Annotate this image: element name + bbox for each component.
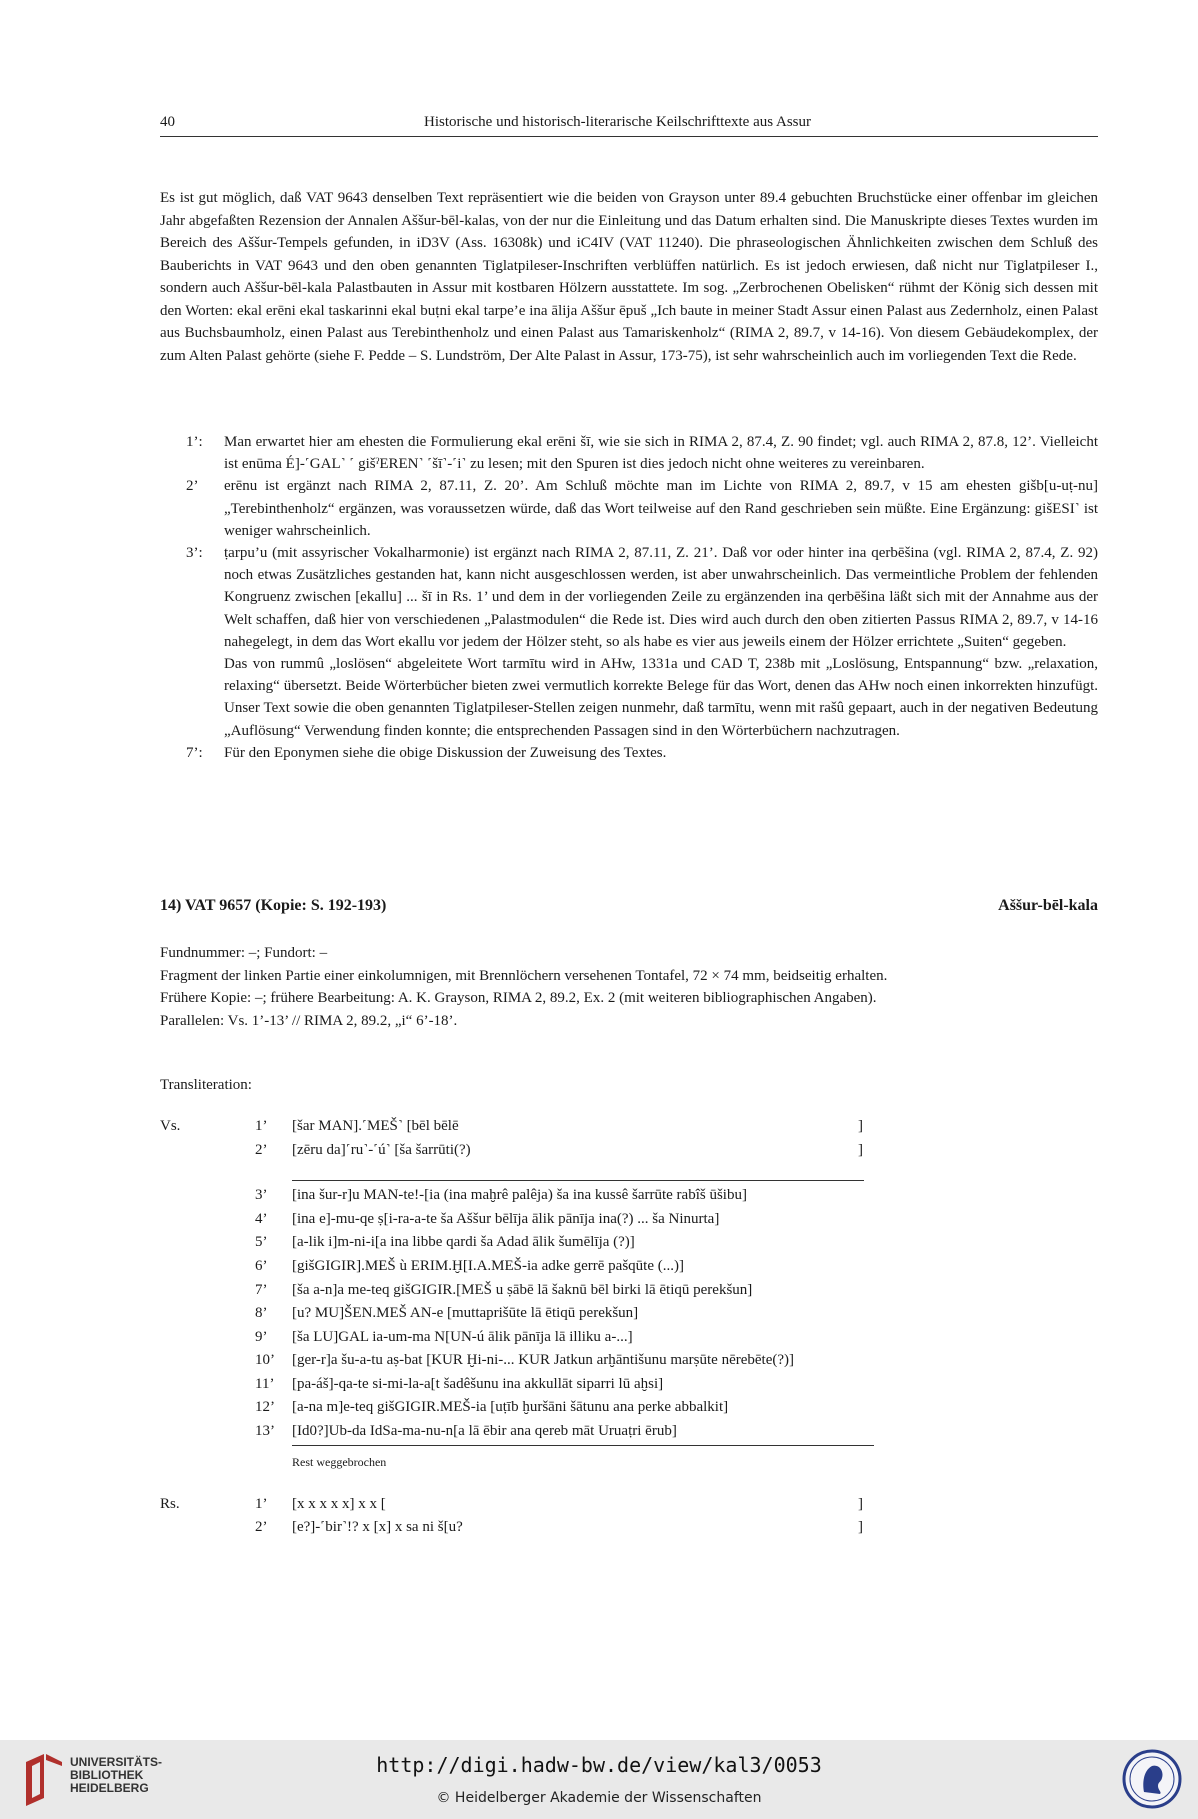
note-text: Man erwartet hier am ehesten die Formulierung ekal erēni šī, wie sie sich in RIMA 2, 87.4, Z. 90 findet; vgl. auch RIMA 2, 87.8, 12’. Vielleicht ist enūma É]-˹GAL˺ ˹ gišˀEREN˺ ˹šī˺-˹i˺ zu lesen; mit den Spuren ist dies jedoch nicht ohne weiteres zu vereinbaren.: [224, 434, 1098, 473]
library-name-line: UNIVERSITÄTS-: [70, 1755, 163, 1769]
line-number: 11’: [255, 1376, 275, 1392]
line-text: [ša a-n]a me-teq gišGIGIR.[MEŠ u ṣābē lā šaknū bēl birki lā ētiqū perekšun]: [292, 1282, 753, 1298]
line-number: 10’: [255, 1352, 275, 1368]
translit-line: [160, 1142, 880, 1164]
ruler-name: Aššur-bēl-kala: [998, 897, 1098, 914]
line-number: 7’: [255, 1282, 268, 1298]
note-text: erēnu ist ergänzt nach RIMA 2, 87.11, Z. 20’. Am Schluß möchte man im Lichte von RIMA 2, 89.7, v 15 am ehesten gišb[u-uṭ-nu] „Terebinthenholz“ ergänzen, was voraussetzen würde, daß das Wort teilweise auf den Rand geschrieben sein müßte. Eine Ergänzung: gišESI˺ ist weniger wahrscheinlich.: [224, 478, 1098, 539]
note-1: [160, 431, 1098, 475]
line-bracket: ]: [858, 1118, 863, 1134]
note-label: 1’:: [186, 434, 203, 450]
intro-paragraph: Es ist gut möglich, daß VAT 9643 denselben Text repräsentiert wie die beiden von Grayson unter 89.4 gebuchten Bruchstücke einer offenbar im gleichen Jahr abgefaßten Rezension der Annalen Aššur-bēl-kalas, von der nur die Einleitung und das Datum erhalten sind. Die Manuskripte dieses Textes wurden im Bereich des Aššur-Tempels gefunden, in iD3V (Ass. 16308k) und iC4IV (VAT 11240). Die phraseologischen Ähnlichkeiten zwischen dem Schluß des Bauberichts in VAT 9643 und den oben genannten Tiglatpileser-Inschriften verblüffen natürlich. Es ist jedoch erwiesen, daß nicht nur Tiglatpileser I., sondern auch Aššur-bēl-kala Palastbauten in Assur mit kostbaren Hölzern ausstattete. Im sog. „Zerbrochenen Obelisken“ rühmt der König sich dessen mit den Worten: ekal erēni ekal taskarinni ekal buṭni ekal tarpe’e ina ālija Aššur ēpuš „Ich baute in meiner Stadt Assur einen Palast aus Zedernholz, einen Palast aus Buchsbaumholz, einen Palast aus Terebinthenholz und einen Palast aus Tamariskenholz“ (RIMA 2, 89.7, v 14-16). Von diesem Gebäudekomplex, der zum Alten Palast gehörte (siehe F. Pedde – S. Lundström, Der Alte Palast in Assur, 173-75), ist sehr wahrscheinlich auch im vorliegenden Text die Rede.: [160, 190, 1098, 364]
note-label: 2’: [186, 478, 199, 495]
line-number: 6’: [255, 1258, 268, 1274]
translit-line: [160, 1376, 880, 1398]
line-number: 4’: [255, 1211, 268, 1227]
line-number: 1’: [255, 1118, 268, 1134]
translit-line: [160, 1258, 880, 1280]
note-text: Das von rummû „loslösen“ abgeleitete Wort tarmītu wird in AHw, 1331a und CAD T, 238b mit „Loslösung, Entspannung“ bzw. „relaxation, relaxing“ übersetzt. Beide Wörterbücher bieten zwei vermutlich korrekte Belege für das Wort, denen das AHw noch einen inkorrekten hinzufügt. Unser Text sowie die oben genannten Tiglatpileser-Stellen zeigen nunmehr, daß tarmītu, wenn mit rašû gepaart, auch in der negativen Bedeutung „Auflösung“ Verwendung finden konnte; die entsprechenden Passagen sind in den Wörterbüchern nachzutragen.: [224, 656, 1098, 739]
note-3-continued: [160, 653, 1098, 742]
note-label: [160, 653, 224, 742]
translit-line: [160, 1211, 880, 1233]
line-text: [a-lik i]m-ni-i[a ina libbe qardi ša Adad ālik šumēlīja (?)]: [292, 1234, 635, 1250]
break-rule: [292, 1445, 874, 1446]
note-3: [160, 542, 1098, 653]
meta-line: Fundnummer: –; Fundort: –: [160, 945, 328, 961]
line-text: [gišGIGIR].MEŠ ù ERIM.Ḫ[I.A.MEŠ-ia adke gerrē pašqūte (...)]: [292, 1258, 684, 1274]
line-text: [šar MAN].˹MEŠ˺ [bēl bēlē: [292, 1118, 459, 1134]
rest-note: Rest weggebrochen: [292, 1455, 387, 1469]
line-text: [ina e]-mu-qe ṣ[i-ra-a-te ša Aššur bēlīja ālik pānīja ina(?) ... ša Ninurta]: [292, 1211, 720, 1227]
line-bracket: ]: [858, 1519, 863, 1535]
obverse-label: Vs.: [160, 1118, 181, 1134]
translit-line: [160, 1352, 880, 1374]
meta-line: Frühere Kopie: –; frühere Bearbeitung: A. K. Grayson, RIMA 2, 89.2, Ex. 2 (mit weiteren bibliographischen Angaben).: [160, 990, 877, 1006]
library-name-line: HEIDELBERG: [70, 1781, 149, 1795]
translit-line: [160, 1282, 880, 1304]
line-number: 8’: [255, 1305, 268, 1321]
note-label: 7’:: [186, 744, 203, 761]
note-2: [160, 475, 1098, 542]
copyright-notice: © Heidelberger Akademie der Wissenschaften: [436, 1790, 762, 1806]
line-number: 2’: [255, 1142, 268, 1158]
translit-line: [160, 1399, 880, 1421]
section-heading: [160, 897, 1098, 915]
translit-line: [160, 1329, 880, 1351]
translit-line: [160, 1519, 880, 1541]
line-text: [pa-áš]-qa-te si-mi-la-a[t šadêšunu ina akkullāt siparri lū aḫsi]: [292, 1376, 664, 1392]
transliteration-label: Transliteration:: [160, 1077, 252, 1093]
library-name-line: BIBLIOTHEK: [70, 1768, 144, 1782]
meta-line: Fragment der linken Partie einer einkolumnigen, mit Brennlöchern versehenen Tontafel, 72 × 74 mm, beidseitig erhalten.: [160, 967, 888, 984]
reverse-label: Rs.: [160, 1496, 180, 1512]
break-rule: [292, 1180, 864, 1181]
line-text: [ša LU]GAL ia-um-ma N[UN-ú ālik pānīja lā illiku a-...]: [292, 1329, 633, 1345]
section-title: 14) VAT 9657 (Kopie: S. 192-193): [160, 897, 387, 914]
translit-line: [160, 1423, 880, 1445]
line-text: [zēru da]˹ru˺-˹ú˺ [ša šarrūti(?): [292, 1142, 471, 1158]
commentary-notes: [160, 431, 1098, 764]
object-metadata: [160, 942, 1098, 1032]
translit-line: [160, 1118, 880, 1140]
footer-bar: [0, 1740, 1198, 1819]
note-text: Für den Eponymen siehe die obige Diskussion der Zuweisung des Textes.: [224, 744, 667, 761]
line-number: 5’: [255, 1234, 268, 1250]
running-title: Historische und historisch-literarische Keilschrifttexte aus Assur: [424, 114, 811, 130]
line-text: [ger-r]a šu-a-tu aṣ-bat [KUR Ḫi-ni-... KUR Jatkun arḫāntišunu marṣūte nērebēte(?)]: [292, 1352, 795, 1368]
line-number: 12’: [255, 1399, 275, 1415]
permalink-url[interactable]: http://digi.hadw-bw.de/view/kal3/0053: [376, 1753, 822, 1777]
line-text: [e?]-˹bir˺!? x [x] x sa ni š[u?: [292, 1519, 463, 1535]
meta-line: Parallelen: Vs. 1’-13’ // RIMA 2, 89.2, „i“ 6’-18’.: [160, 1012, 458, 1029]
line-number: 3’: [255, 1187, 268, 1203]
line-text: [Id0?]Ub-da IdSa-ma-nu-n[a lā ēbir ana qereb māt Uruaṭri ērub]: [292, 1423, 677, 1439]
note-7: [160, 742, 1098, 764]
line-text: [x x x x x] x x [: [292, 1496, 386, 1512]
translit-line: [160, 1305, 880, 1327]
translit-line: [160, 1234, 880, 1256]
translit-line: [160, 1187, 880, 1209]
line-number: 1’: [255, 1496, 268, 1512]
note-text: ṭarpu’u (mit assyrischer Vokalharmonie) ist ergänzt nach RIMA 2, 87.11, Z. 21’. Daß vor oder hinter ina qerbēšina (vgl. RIMA 2, 87.4, Z. 92) noch etwas Zusätzliches gestanden hat, kann nicht ausgeschlossen werden, ist aber unwahrscheinlich. Das vermeintliche Problem der fehlenden Kongruenz zwischen [ekallu] ... šī in Rs. 1’ und dem in der vorliegenden Zeile zu ergänzenden ina qerbēšina läßt sich mit der Annahme aus der Welt schaffen, daß hier von verschiedenen „Palastmodulen“ die Rede ist. Dies wird auch durch den oben zitierten Passus RIMA 2, 89.7, v 14-16 nahegelegt, in dem das Wort ekallu vor jedem der Hölzer steht, so als habe es vier aus jeweils einem der Hölzer errichtete „Suiten“ gegeben.: [224, 545, 1098, 650]
translit-line: [160, 1496, 880, 1518]
page-number: 40: [160, 114, 175, 130]
line-text: [a-na m]e-teq gišGIGIR.MEŠ-ia [uṭīb ḫuršāni šātunu ana perke abbalkit]: [292, 1399, 729, 1415]
line-number: 9’: [255, 1329, 268, 1345]
line-text: [u? MU]ŠEN.MEŠ AN-e [muttaprišūte lā ētiqū perekšun]: [292, 1305, 639, 1321]
note-label: 3’:: [186, 545, 203, 562]
header-rule: [160, 136, 1098, 137]
line-number: 13’: [255, 1423, 275, 1439]
line-number: 2’: [255, 1519, 268, 1535]
academy-seal-icon: [1122, 1748, 1182, 1810]
line-text: [ina šur-r]u MAN-te!-[ia (ina maḫrê palêja) ša ina kussê šarrūte rabîš ūšibu]: [292, 1187, 747, 1203]
line-bracket: ]: [858, 1142, 863, 1158]
line-bracket: ]: [858, 1496, 863, 1512]
